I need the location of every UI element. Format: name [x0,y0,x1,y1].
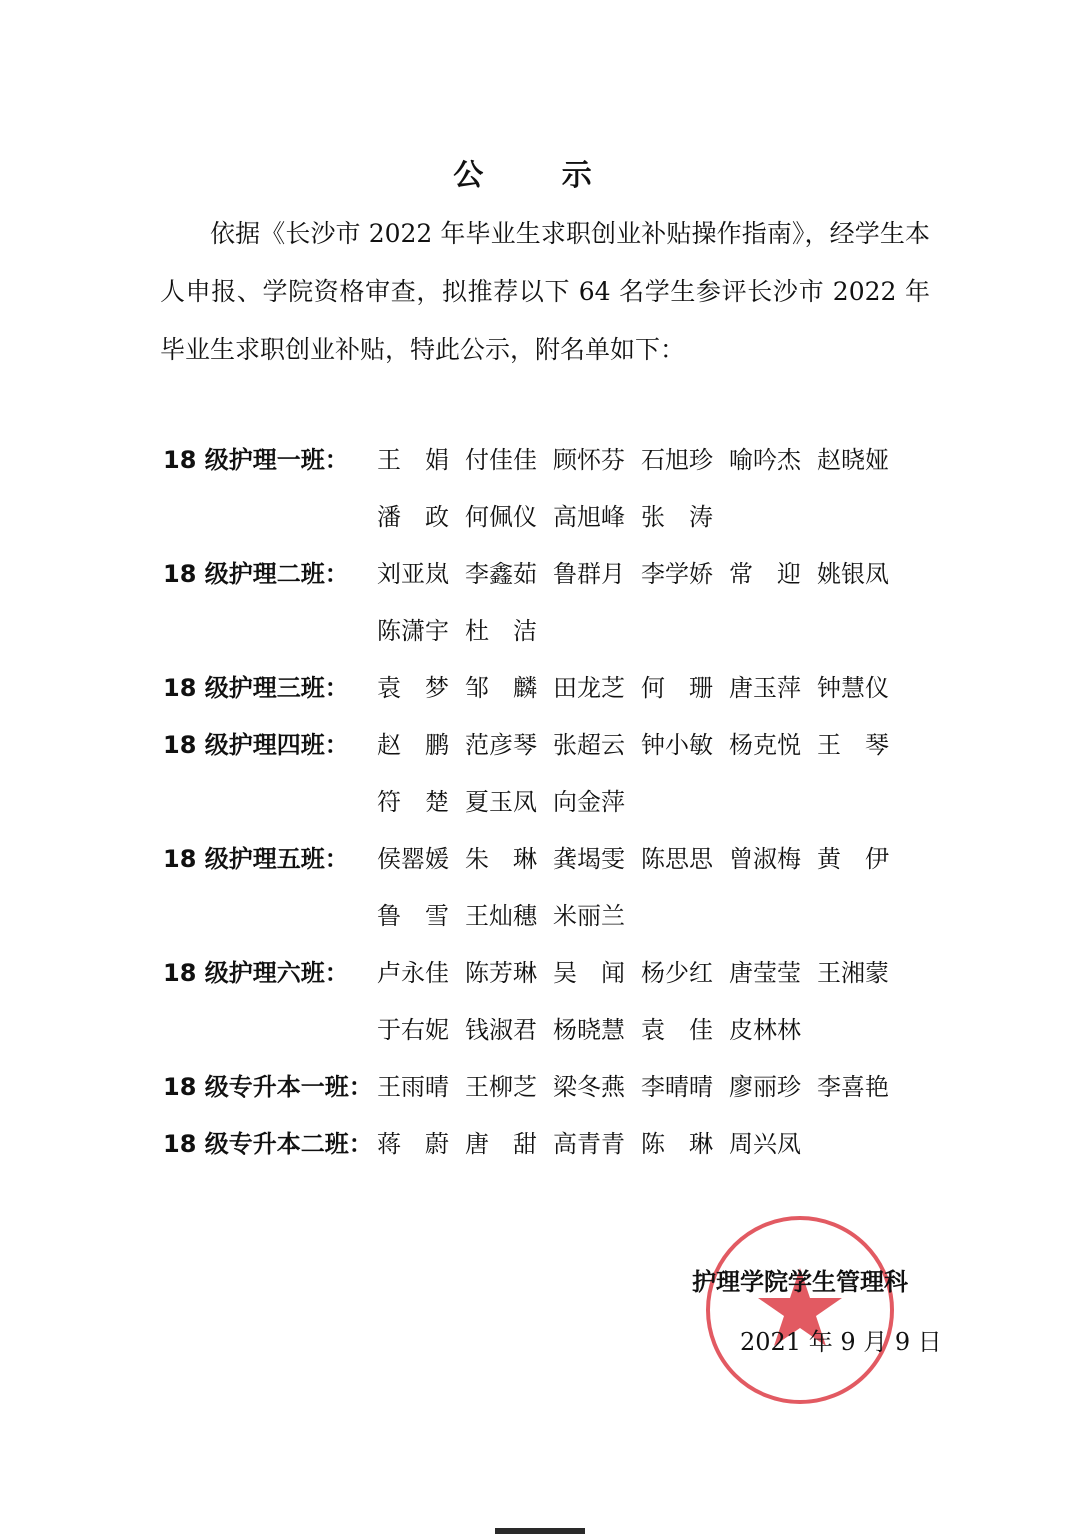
class-label: 18 级专升本二班： [163,1130,373,1158]
student-names [377,717,917,831]
intro-paragraph: 依据《长沙市 2022 年毕业生求职创业补贴操作指南》，经学生本人申报、学院资格审查，拟推荐以下 64 名学生参评长沙市 2022 年毕业生求职创业补贴，特此公示，附名单如下： [160,219,930,364]
student-name: 王 琴 [817,731,889,759]
class-block [163,432,943,546]
student-name: 王灿穗 [465,902,537,930]
class-block [163,1116,943,1173]
student-name: 王柳芝 [465,1073,537,1101]
student-name: 王湘蒙 [817,959,889,987]
student-name: 向金萍 [553,788,625,816]
official-seal [700,1210,900,1410]
student-name: 唐 甜 [465,1130,537,1158]
student-name: 卢永佳 [377,959,449,987]
student-name: 赵 鹏 [377,731,449,759]
student-name: 张 涛 [641,503,713,531]
student-names [377,546,917,660]
class-block [163,945,943,1059]
student-name: 鲁 雪 [377,902,449,930]
student-names [377,831,917,945]
student-name: 钱淑君 [465,1016,537,1044]
student-names [377,1116,917,1173]
student-name: 顾怀芬 [553,446,625,474]
student-name: 廖丽珍 [729,1073,801,1101]
student-name: 曾淑梅 [729,845,801,873]
student-name: 皮林林 [729,1016,801,1044]
student-name: 陈思思 [641,845,713,873]
student-name: 王 娟 [377,446,449,474]
student-name: 于右妮 [377,1016,449,1044]
student-name: 李鑫茹 [465,560,537,588]
student-name: 何 珊 [641,674,713,702]
student-name: 张超云 [553,731,625,759]
student-name: 杜 洁 [465,617,537,645]
student-name: 杨少红 [641,959,713,987]
student-name: 邹 麟 [465,674,537,702]
student-name: 高青青 [553,1130,625,1158]
footer-department: 护理学院学生管理科 [692,1268,908,1296]
student-name: 付佳佳 [465,446,537,474]
class-block [163,717,943,831]
student-name: 梁冬燕 [553,1073,625,1101]
student-name: 范彦琴 [465,731,537,759]
student-name: 黄 伊 [817,845,889,873]
student-name: 袁 佳 [641,1016,713,1044]
student-name: 姚银凤 [817,560,889,588]
class-block [163,660,943,717]
student-name: 米丽兰 [553,902,625,930]
student-name: 陈 琳 [641,1130,713,1158]
student-name: 侯罂媛 [377,845,449,873]
class-label: 18 级专升本一班： [163,1073,373,1101]
student-name: 龚堨雯 [553,845,625,873]
student-name: 赵晓娅 [817,446,889,474]
footer-date: 2021 年 9 月 9 日 [740,1328,942,1356]
student-name: 唐玉萍 [729,674,801,702]
student-name: 高旭峰 [553,503,625,531]
student-name: 鲁群月 [553,560,625,588]
student-names [377,1059,917,1116]
class-label: 18 级护理四班： [163,731,349,759]
student-name: 周兴凤 [729,1130,801,1158]
student-name: 杨晓慧 [553,1016,625,1044]
student-names [377,660,917,717]
student-names [377,432,917,546]
student-name: 钟慧仪 [817,674,889,702]
student-name: 常 迎 [729,560,801,588]
class-label: 18 级护理六班： [163,959,349,987]
student-name: 陈潇宇 [377,617,449,645]
student-name: 陈芳琳 [465,959,537,987]
student-name: 朱 琳 [465,845,537,873]
student-name: 钟小敏 [641,731,713,759]
student-name: 喻吟杰 [729,446,801,474]
student-name: 符 楚 [377,788,449,816]
class-label: 18 级护理三班： [163,674,349,702]
student-name: 李学娇 [641,560,713,588]
student-name: 吴 闻 [553,959,625,987]
page-title: 公 示 [453,158,626,193]
student-name: 李晴晴 [641,1073,713,1101]
student-name: 李喜艳 [817,1073,889,1101]
student-name: 何佩仪 [465,503,537,531]
class-block [163,831,943,945]
class-block [163,1059,943,1116]
student-name: 夏玉凤 [465,788,537,816]
student-name: 石旭珍 [641,446,713,474]
student-name: 唐莹莹 [729,959,801,987]
student-name: 潘 政 [377,503,449,531]
student-names [377,945,917,1059]
student-name: 刘亚岚 [377,560,449,588]
class-label: 18 级护理五班： [163,845,349,873]
class-label: 18 级护理二班： [163,560,349,588]
student-name: 杨克悦 [729,731,801,759]
class-label: 18 级护理一班： [163,446,349,474]
scan-edge-mark [495,1528,585,1534]
student-name: 蒋 蔚 [377,1130,449,1158]
student-name: 田龙芝 [553,674,625,702]
class-block [163,546,943,660]
student-name: 袁 梦 [377,674,449,702]
class-list [163,432,943,1173]
student-name: 王雨晴 [377,1073,449,1101]
